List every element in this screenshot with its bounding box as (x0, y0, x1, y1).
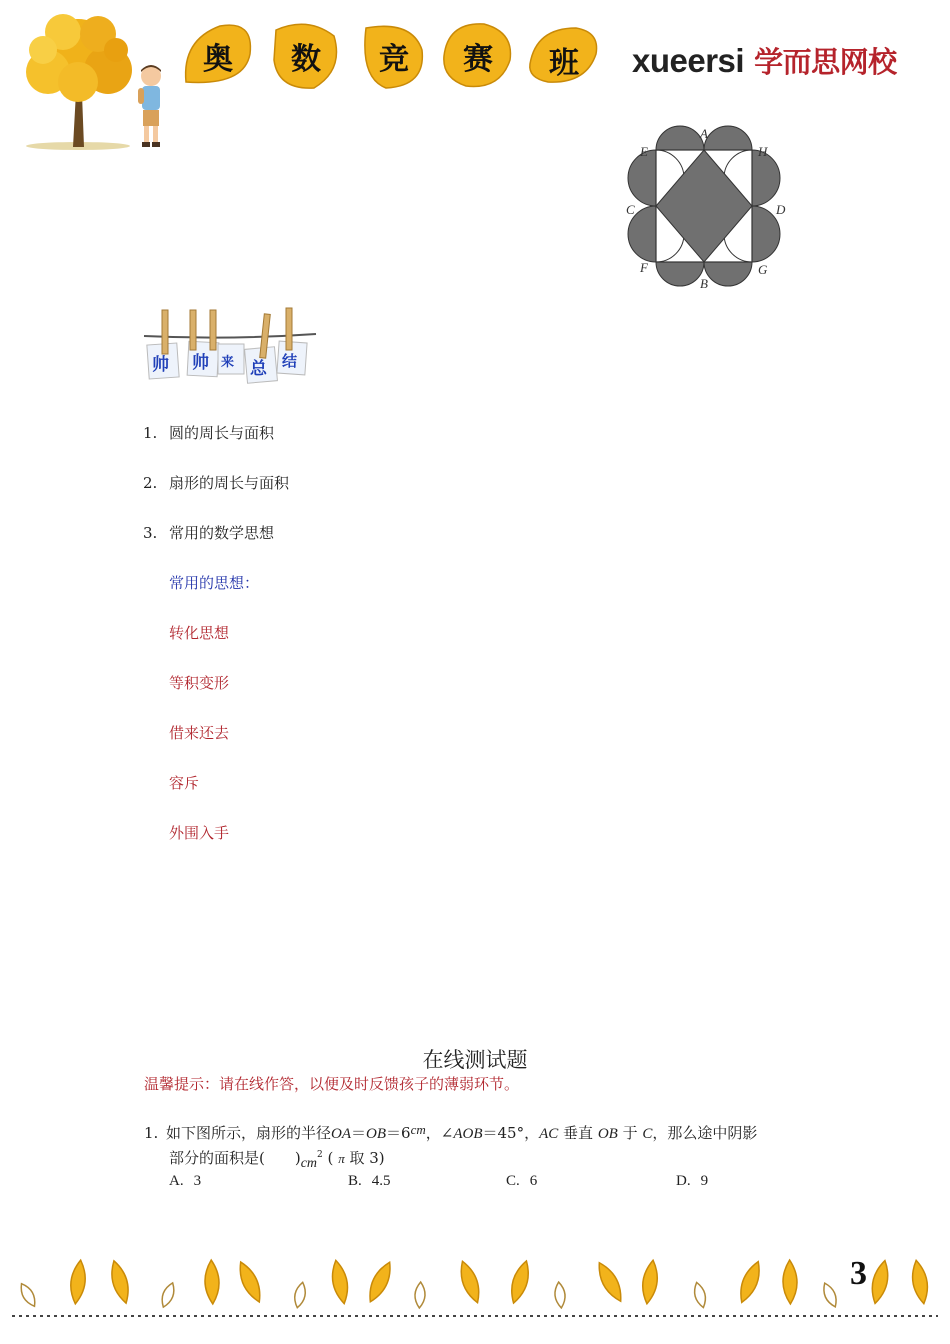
question-part: 垂直 (558, 1124, 598, 1142)
leaf-icon (107, 1259, 133, 1305)
leaf-icon (909, 1259, 930, 1305)
item-number: 1. (143, 424, 158, 442)
label-d: D (776, 202, 786, 217)
leaf-icon (159, 1281, 178, 1309)
option-label: D. (676, 1173, 691, 1189)
item-text: 扇形的周长与面积 (169, 474, 290, 492)
question-part: 部分的面积是( ) (169, 1149, 301, 1167)
method-item: 转化思想 (169, 624, 230, 642)
item-number: 3. (143, 524, 158, 542)
question-part: 于 (617, 1124, 643, 1142)
footer-leaf-border (0, 1248, 950, 1328)
banner-char: 结 (282, 352, 298, 370)
page-number: 3 (850, 1255, 867, 1292)
leaf-icon (735, 1259, 764, 1305)
leaf-icon (234, 1259, 265, 1305)
summary-item (143, 522, 274, 543)
option-value: 6 (529, 1173, 538, 1189)
var-c: C (642, 1126, 653, 1142)
brand-chinese: 学而思网校 (754, 45, 897, 79)
option-label: B. (348, 1173, 362, 1189)
question-part: ，那么途中阴影 (652, 1124, 758, 1142)
leaf-icon (68, 1259, 87, 1304)
banner-leaf (526, 24, 602, 96)
option-label: C. (506, 1173, 520, 1189)
banner-char: 帅 (192, 353, 209, 373)
method-item: 容斥 (169, 774, 200, 792)
label-f: F (640, 260, 648, 275)
var-ob: OB (366, 1126, 387, 1142)
var-ac: AC (539, 1126, 559, 1142)
geometry-figure (620, 122, 800, 292)
leaf-icon (204, 1260, 220, 1304)
question-text (169, 1147, 385, 1172)
question-part: ＝ (351, 1124, 367, 1142)
brand-latin: xueersi (632, 42, 745, 79)
option-b[interactable] (348, 1173, 391, 1190)
question-part: ( (322, 1149, 334, 1167)
methods-heading: 常用的思想： (169, 574, 260, 592)
option-label: A. (169, 1173, 184, 1189)
summary-item (143, 422, 274, 443)
leaf-icon (414, 1282, 425, 1308)
leaf-icon (329, 1259, 351, 1305)
label-g: G (758, 262, 768, 277)
banner-char: 来 (221, 355, 235, 370)
leaf-icon (783, 1260, 798, 1304)
leaf-icon (507, 1259, 533, 1305)
quiz-tip: 温馨提示：请在线作答，以便及时反馈孩子的薄弱环节。 (144, 1075, 520, 1093)
method-item: 等积变形 (169, 674, 230, 692)
label-h: H (758, 144, 768, 159)
question-part: 取 3) (344, 1149, 385, 1167)
autumn-tree-illustration (18, 12, 138, 152)
banner-char: 奥 (203, 42, 233, 77)
leaf-icon (593, 1259, 627, 1304)
leaf-icon (364, 1259, 396, 1305)
label-e: E (640, 144, 648, 159)
question-part: ＝6 (386, 1124, 411, 1142)
label-a: A (700, 126, 708, 141)
item-text: 常用的数学思想 (169, 524, 275, 542)
unit-exponent: 2 (317, 1150, 323, 1160)
pi-symbol: π (338, 1151, 345, 1166)
option-value: 9 (700, 1173, 709, 1189)
var-ob: OB (597, 1126, 618, 1142)
method-item: 借来还去 (169, 724, 230, 742)
label-b: B (700, 276, 708, 291)
var-aob: AOB (453, 1126, 483, 1142)
banner-char: 竞 (379, 42, 409, 77)
option-a[interactable] (169, 1173, 201, 1190)
option-value: 4.5 (371, 1173, 391, 1189)
banner-leaf (440, 20, 516, 92)
summary-banner (140, 304, 320, 392)
banner-leaf (268, 20, 344, 92)
summary-item (143, 472, 289, 493)
leaf-icon (640, 1259, 660, 1305)
leaf-icon (868, 1259, 892, 1305)
banner-leaf (180, 20, 256, 92)
question-part: 如下图所示，扇形的半径 (166, 1124, 332, 1142)
question-text (144, 1122, 757, 1143)
banner-char: 赛 (463, 42, 493, 77)
option-value: 3 (193, 1173, 202, 1189)
option-c[interactable] (506, 1173, 537, 1190)
option-d[interactable] (676, 1173, 708, 1190)
quiz-title: 在线测试题 (422, 1048, 528, 1072)
leaf-icon (554, 1282, 567, 1309)
var-oa: OA (331, 1126, 352, 1142)
leaf-icon (17, 1281, 39, 1309)
question-number: 1. (144, 1124, 159, 1142)
question-part: ＝45°， (482, 1124, 540, 1142)
leaf-icon (456, 1259, 484, 1305)
boy-illustration (130, 62, 172, 150)
banner-char: 班 (549, 46, 579, 81)
leaf-icon (292, 1281, 307, 1309)
leaf-icon (820, 1281, 840, 1309)
unit-cm: cm (300, 1156, 318, 1171)
method-item: 外围入手 (169, 824, 230, 842)
item-number: 2. (143, 474, 158, 492)
leaf-icon (692, 1281, 708, 1309)
item-text: 圆的周长与面积 (169, 424, 275, 442)
unit-cm: cm (410, 1122, 426, 1137)
banner-char: 总 (250, 359, 267, 379)
brand-logo (632, 40, 897, 81)
label-c: C (626, 202, 635, 217)
question-part: ，∠ (425, 1124, 454, 1142)
banner-char: 帅 (152, 355, 169, 375)
banner-char: 数 (291, 42, 321, 77)
banner-leaf (356, 20, 432, 92)
